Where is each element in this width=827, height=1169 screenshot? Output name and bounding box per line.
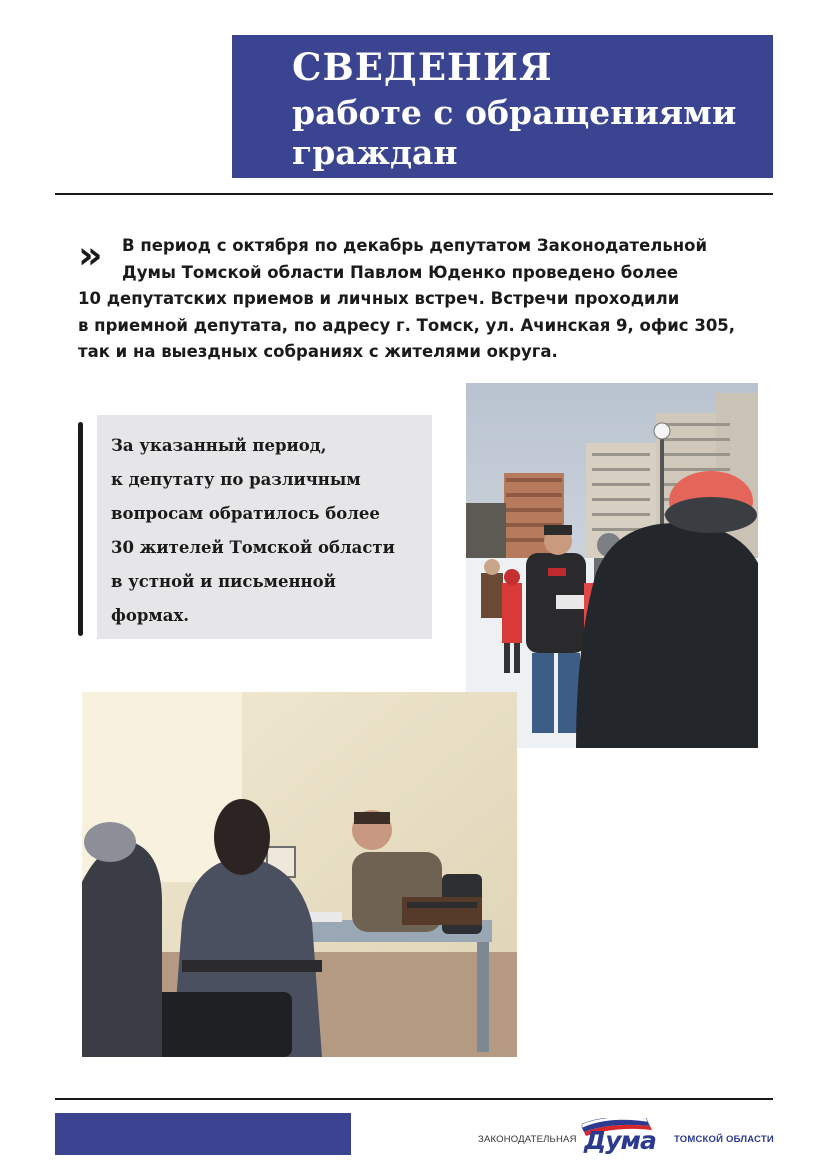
quote-line-5: в устной и письменной — [111, 572, 336, 591]
intro-paragraph — [78, 233, 758, 366]
footer-accent-bar — [55, 1113, 351, 1155]
bottom-divider — [55, 1098, 773, 1100]
top-divider — [55, 193, 773, 195]
intro-line-3: 10 депутатских приемов и личных встреч. Встречи проходили — [78, 289, 680, 308]
intro-line-1: В период с октября по декабрь депутатом Законодательной — [122, 236, 708, 255]
quote-line-4: 30 жителей Томской области — [111, 538, 395, 557]
office-reception-photo — [82, 692, 517, 1057]
duma-emblem — [578, 1118, 672, 1158]
quote-accent-bar — [78, 422, 83, 636]
page-title-line1: СВЕДЕНИЯ — [292, 45, 553, 89]
page-title-line2: работе с обращениями — [292, 93, 737, 132]
page-title-line3: граждан — [292, 133, 458, 172]
quote-line-3: вопросам обратилось более — [111, 504, 380, 523]
duma-logo — [478, 1118, 778, 1160]
double-chevron-icon: » — [78, 233, 103, 277]
intro-line-2: Думы Томской области Павлом Юденко проведено более — [122, 262, 679, 282]
quote-text — [111, 429, 426, 633]
intro-line-4: в приемной депутата, по адресу г. Томск, ул. Ачинская 9, офис 305, — [78, 315, 736, 335]
quote-line-2: к депутату по различным — [111, 470, 361, 489]
logo-word: Дума — [584, 1126, 656, 1155]
quote-line-6: формах. — [111, 606, 190, 625]
logo-left-text: ЗАКОНОДАТЕЛЬНАЯ — [478, 1134, 577, 1145]
quote-box — [97, 415, 432, 639]
quote-line-1: За указанный период, — [111, 436, 327, 455]
title-banner — [232, 35, 773, 178]
intro-line-5: так и на выездных собраниях с жителями округа. — [78, 342, 558, 361]
logo-right-text: ТОМСКОЙ ОБЛАСТИ — [674, 1134, 774, 1145]
